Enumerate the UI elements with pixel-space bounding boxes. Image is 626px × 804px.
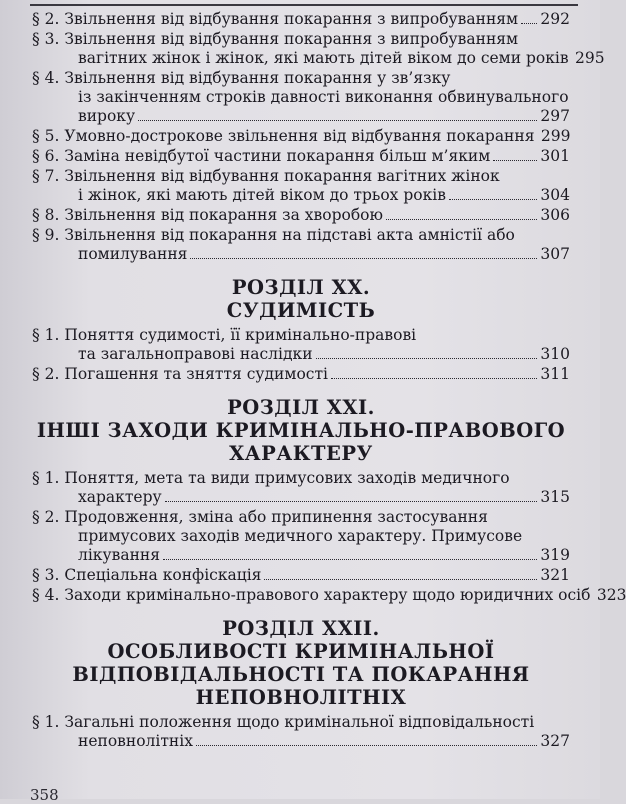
toc-entry bbox=[32, 469, 570, 507]
toc-page-number: 327 bbox=[540, 732, 570, 750]
toc-entry-text: § 6. Заміна невідбутої частини покарання більш м’яким bbox=[32, 147, 491, 165]
toc-entry-line bbox=[32, 586, 626, 605]
dot-leader bbox=[331, 366, 537, 379]
section-heading-line: НЕПОВНОЛІТНІХ bbox=[195, 686, 407, 709]
toc-page-number: 306 bbox=[540, 206, 570, 224]
toc-entry bbox=[32, 508, 570, 565]
toc-entry bbox=[32, 30, 605, 68]
toc-entry-text: § 1. Поняття судимості, її кримінально-правові bbox=[32, 326, 417, 344]
section-heading-line: СУДИМІСТЬ bbox=[226, 299, 376, 322]
section-21-entries bbox=[32, 469, 626, 605]
toc-entry-text: лікування bbox=[78, 546, 161, 564]
toc-entry-line bbox=[32, 508, 570, 527]
toc-entry-text: характеру bbox=[78, 488, 162, 506]
dot-leader bbox=[138, 108, 537, 121]
toc-entry-text: помилування bbox=[78, 245, 188, 263]
toc-entry-text: вироку bbox=[78, 107, 136, 125]
toc-entry-line bbox=[32, 566, 570, 585]
toc-entry-line bbox=[32, 88, 570, 107]
toc-page-number: 304 bbox=[540, 186, 570, 204]
toc-entry-line bbox=[32, 107, 570, 126]
toc-entry bbox=[32, 226, 570, 264]
toc-page-number: 323 bbox=[596, 586, 626, 604]
toc-entry-line bbox=[32, 469, 570, 488]
toc-entry-line bbox=[32, 546, 570, 565]
toc-page-number: 301 bbox=[540, 147, 570, 165]
toc-entry-text: примусових заходів медичного характеру. Примусове bbox=[78, 527, 523, 545]
toc-entry bbox=[32, 326, 570, 364]
toc-entry-text: § 8. Звільнення від покарання за хворобою bbox=[32, 206, 383, 224]
top-rule bbox=[30, 4, 578, 6]
toc-entry-text: вагітних жінок і жінок, які мають дітей віком до семи років bbox=[78, 49, 569, 67]
toc-page-number: 292 bbox=[540, 10, 570, 28]
toc-page-number: 321 bbox=[540, 566, 570, 584]
toc-page-number: 307 bbox=[540, 245, 570, 263]
section-heading-line: ХАРАКТЕРУ bbox=[229, 442, 373, 465]
toc-entry-line bbox=[32, 245, 570, 264]
toc-page-number: 315 bbox=[540, 488, 570, 506]
toc-entry-line bbox=[32, 732, 570, 751]
toc-entry-line bbox=[32, 206, 570, 225]
toc-entry bbox=[32, 147, 570, 166]
dot-leader bbox=[165, 489, 537, 502]
toc-entry bbox=[32, 365, 570, 384]
toc-entry-line bbox=[32, 326, 570, 345]
toc-entry-line bbox=[32, 49, 605, 68]
toc-entry bbox=[32, 566, 570, 585]
section-heading bbox=[32, 617, 570, 709]
section-heading-line: ІНШІ ЗАХОДИ КРИМІНАЛЬНО-ПРАВОВОГО bbox=[36, 419, 566, 442]
dot-leader bbox=[386, 207, 537, 220]
toc-entry-text: § 2. Звільнення від відбування покарання з випробуванням bbox=[32, 10, 519, 28]
section-21 bbox=[32, 396, 570, 465]
toc-entry-line bbox=[32, 147, 570, 166]
dot-leader bbox=[190, 246, 537, 259]
toc-page-number: 319 bbox=[540, 546, 570, 564]
dot-leader bbox=[521, 11, 537, 24]
toc-entry-text: § 9. Звільнення від покарання на підставі акта амністії або bbox=[32, 226, 515, 244]
toc-entry-line bbox=[32, 345, 570, 364]
section-heading-line: ВІДПОВІДАЛЬНОСТІ ТА ПОКАРАННЯ bbox=[72, 663, 530, 686]
toc-content bbox=[32, 10, 626, 752]
toc-entry bbox=[32, 10, 570, 29]
toc-entries-top bbox=[32, 10, 605, 264]
toc-entry-text: § 2. Продовження, зміна або припинення застосування bbox=[32, 508, 488, 526]
toc-entry bbox=[32, 127, 570, 146]
dot-leader bbox=[264, 567, 537, 580]
section-22-entries bbox=[32, 713, 570, 751]
toc-entry-line bbox=[32, 30, 570, 49]
toc-entry-text: § 7. Звільнення від відбування покарання вагітних жінок bbox=[32, 167, 500, 185]
toc-entry-line bbox=[32, 127, 570, 146]
section-heading-line: ОСОБЛИВОСТІ КРИМІНАЛЬНОЇ bbox=[107, 640, 495, 663]
dot-leader bbox=[316, 346, 537, 359]
section-22 bbox=[32, 617, 570, 709]
toc-entry-text: § 1. Поняття, мета та види примусових заходів медичного bbox=[32, 469, 510, 487]
dot-leader bbox=[493, 148, 537, 161]
section-20 bbox=[32, 276, 570, 322]
toc-page-number: 310 bbox=[540, 345, 570, 363]
toc-entry bbox=[32, 586, 626, 605]
section-heading bbox=[32, 276, 570, 322]
toc-entry-text: та загальноправові наслідки bbox=[78, 345, 313, 363]
toc-entry bbox=[32, 167, 570, 205]
toc-entry-text: § 1. Загальні положення щодо кримінальної відповідальності bbox=[32, 713, 535, 731]
section-heading bbox=[32, 396, 570, 465]
section-heading-line: РОЗДІЛ XX. bbox=[231, 276, 371, 299]
toc-entry-line bbox=[32, 488, 570, 507]
toc-entry-line bbox=[32, 10, 570, 29]
dot-leader bbox=[196, 733, 537, 746]
toc-entry-text: неповнолітніх bbox=[78, 732, 193, 750]
toc-entry-text: § 3. Звільнення від відбування покарання з випробуванням bbox=[32, 30, 519, 48]
toc-page-number: 297 bbox=[540, 107, 570, 125]
dot-leader bbox=[163, 547, 537, 560]
toc-entry-text: і жінок, які мають дітей віком до трьох років bbox=[78, 186, 446, 204]
toc-entry-text: із закінченням строків давності виконання обвинувального bbox=[78, 88, 569, 106]
toc-entry-line bbox=[32, 713, 570, 732]
toc-entry-line bbox=[32, 167, 570, 186]
toc-entry-text: § 3. Спеціальна конфіскація bbox=[32, 566, 262, 584]
toc-page-number: 311 bbox=[540, 365, 570, 383]
dot-leader bbox=[449, 187, 537, 200]
toc-entry-line bbox=[32, 226, 570, 245]
toc-entry-line bbox=[32, 69, 570, 88]
section-20-entries bbox=[32, 326, 570, 384]
toc-entry-text: § 4. Звільнення від відбування покарання у зв’язку bbox=[32, 69, 451, 87]
toc-entry-text: § 4. Заходи кримінально-правового характеру щодо юридичних осіб bbox=[32, 586, 591, 604]
toc-entry-line bbox=[32, 186, 570, 205]
toc-entry-text: § 2. Погашення та зняття судимості bbox=[32, 365, 328, 383]
toc-entry-line bbox=[32, 527, 570, 546]
toc-page-number: 295 bbox=[575, 49, 605, 67]
toc-entry bbox=[32, 69, 570, 126]
toc-entry-line bbox=[32, 365, 570, 384]
toc-entry-text: § 5. Умовно-дострокове звільнення від відбування покарання bbox=[32, 127, 535, 145]
section-heading-line: РОЗДІЛ XXII. bbox=[222, 617, 380, 640]
toc-entry bbox=[32, 713, 570, 751]
section-heading-line: РОЗДІЛ XXI. bbox=[227, 396, 375, 419]
page-number: 358 bbox=[30, 786, 59, 804]
toc-page-number: 299 bbox=[540, 127, 571, 145]
toc-entry bbox=[32, 206, 570, 225]
